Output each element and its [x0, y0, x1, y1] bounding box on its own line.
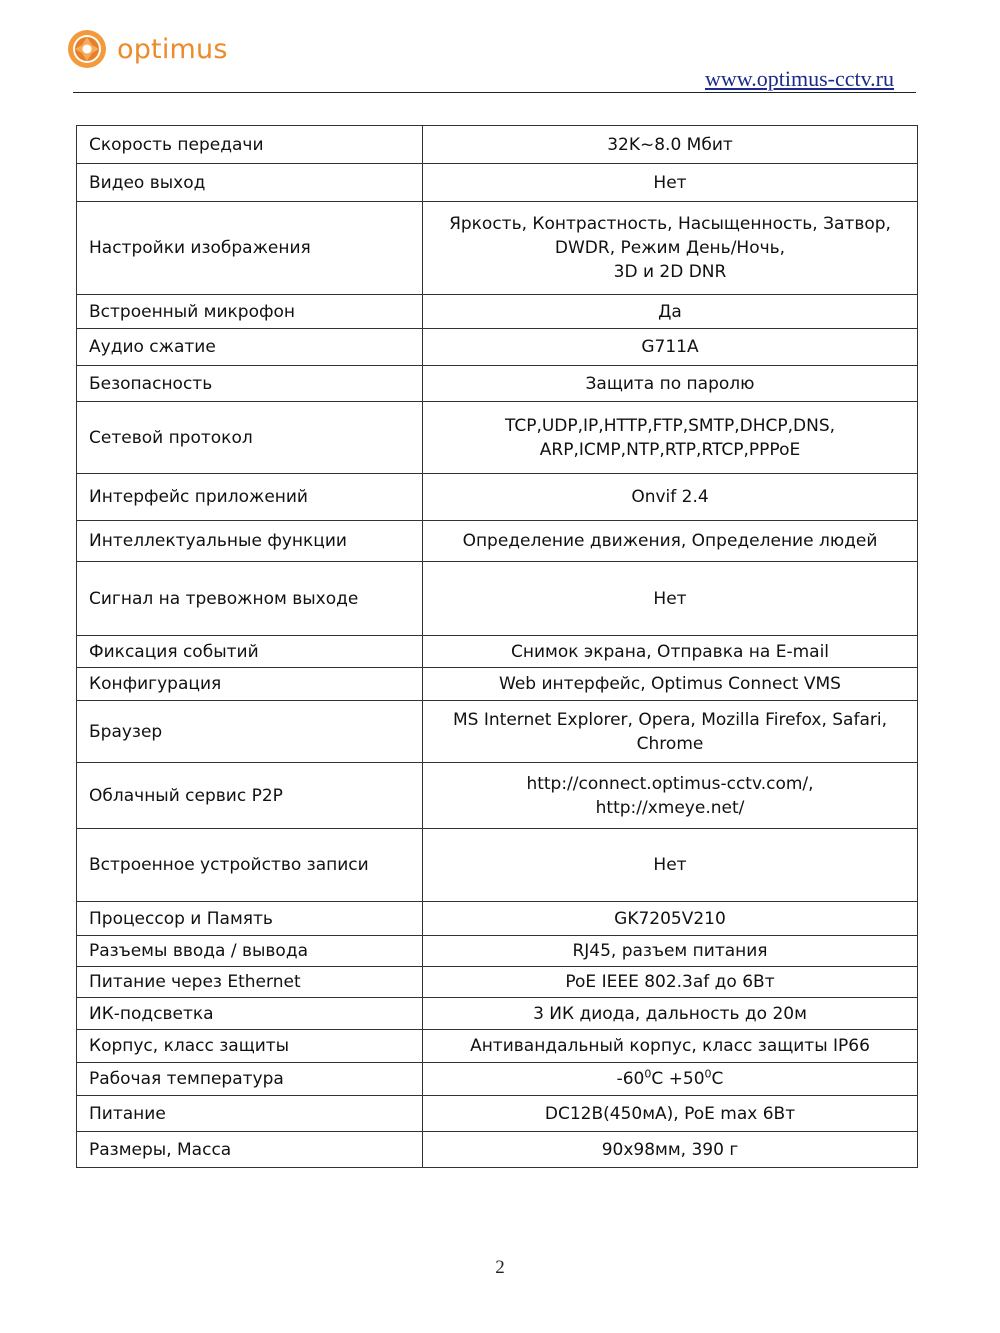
spec-value — [423, 1063, 918, 1096]
spec-value: Снимок экрана, Отправка на E-mail — [423, 636, 918, 668]
brand-name: optimus — [117, 33, 228, 65]
spec-label: Встроенный микрофон — [77, 295, 423, 329]
spec-value: RJ45, разъем питания — [423, 936, 918, 967]
table-row — [77, 967, 918, 998]
spec-label: Питание через Ethernet — [77, 967, 423, 998]
spec-value: Определение движения, Определение людей — [423, 521, 918, 562]
table-row — [77, 1030, 918, 1063]
table-row — [77, 1096, 918, 1132]
spec-value: GK7205V210 — [423, 902, 918, 936]
spec-value: Яркость, Контрастность, Насыщенность, Затвор, DWDR, Режим День/Ночь, 3D и 2D DNR — [423, 202, 918, 295]
spec-value: TCP,UDP,IP,HTTP,FTP,SMTP,DHCP,DNS, ARP,ICMP,NTP,RTP,RTCP,PPPoE — [423, 402, 918, 474]
spec-label: Сигнал на тревожном выходе — [77, 562, 423, 636]
table-row — [77, 1063, 918, 1096]
spec-label: Сетевой протокол — [77, 402, 423, 474]
spec-value: G711A — [423, 329, 918, 366]
table-row — [77, 474, 918, 521]
spec-table — [76, 125, 918, 1168]
table-row — [77, 1132, 918, 1168]
brand-logo — [66, 28, 228, 70]
spec-value: Нет — [423, 829, 918, 902]
spec-label: Скорость передачи — [77, 126, 423, 164]
table-row — [77, 763, 918, 829]
temp-unit: С — [711, 1069, 724, 1089]
table-row — [77, 701, 918, 763]
temp-min: -60 — [616, 1069, 645, 1089]
spec-value: Антивандальный корпус, класс защиты IP66 — [423, 1030, 918, 1063]
spec-label: Облачный сервис P2P — [77, 763, 423, 829]
spec-label: Конфигурация — [77, 668, 423, 701]
degree-mark: 0 — [704, 1067, 712, 1081]
spec-label: Процессор и Память — [77, 902, 423, 936]
header-divider — [73, 92, 916, 93]
spec-label: Фиксация событий — [77, 636, 423, 668]
table-row — [77, 636, 918, 668]
table-row — [77, 126, 918, 164]
spec-value: Нет — [423, 562, 918, 636]
spec-label: Безопасность — [77, 366, 423, 402]
table-row — [77, 366, 918, 402]
degree-mark: 0 — [644, 1067, 652, 1081]
spec-value: MS Internet Explorer, Opera, Mozilla Firefox, Safari, Chrome — [423, 701, 918, 763]
spec-value: Защита по паролю — [423, 366, 918, 402]
spec-label: Разъемы ввода / вывода — [77, 936, 423, 967]
spec-value: 3 ИК диода, дальность до 20м — [423, 998, 918, 1030]
table-row — [77, 295, 918, 329]
table-row — [77, 668, 918, 701]
table-row — [77, 329, 918, 366]
spec-value: PoE IEEE 802.3af до 6Вт — [423, 967, 918, 998]
spec-label: Рабочая температура — [77, 1063, 423, 1096]
spec-value: http://connect.optimus-cctv.com/, http://xmeye.net/ — [423, 763, 918, 829]
spec-label: Видео выход — [77, 164, 423, 202]
table-row — [77, 829, 918, 902]
spec-label: Корпус, класс защиты — [77, 1030, 423, 1063]
spec-value: DC12В(450мА), PoE max 6Вт — [423, 1096, 918, 1132]
spec-label: Питание — [77, 1096, 423, 1132]
table-row — [77, 936, 918, 967]
table-row — [77, 998, 918, 1030]
table-row — [77, 902, 918, 936]
table-row — [77, 202, 918, 295]
spec-label: Браузер — [77, 701, 423, 763]
website-link[interactable]: www.optimus-cctv.ru — [705, 66, 894, 91]
spec-value: Web интерфейс, Optimus Connect VMS — [423, 668, 918, 701]
table-row — [77, 402, 918, 474]
spec-label: Интерфейс приложений — [77, 474, 423, 521]
spec-label: Настройки изображения — [77, 202, 423, 295]
aperture-logo-icon — [66, 28, 108, 70]
spec-value: Onvif 2.4 — [423, 474, 918, 521]
spec-label: Размеры, Масса — [77, 1132, 423, 1168]
spec-value: 90x98мм, 390 г — [423, 1132, 918, 1168]
table-row — [77, 164, 918, 202]
spec-label: Встроенное устройство записи — [77, 829, 423, 902]
table-row — [77, 521, 918, 562]
spec-label: ИК-подсветка — [77, 998, 423, 1030]
page-number: 2 — [495, 1257, 505, 1278]
spec-value: 32K~8.0 Мбит — [423, 126, 918, 164]
spec-label: Интеллектуальные функции — [77, 521, 423, 562]
temp-max: С +50 — [651, 1069, 705, 1089]
table-row — [77, 562, 918, 636]
spec-label: Аудио сжатие — [77, 329, 423, 366]
spec-value: Да — [423, 295, 918, 329]
spec-value: Нет — [423, 164, 918, 202]
